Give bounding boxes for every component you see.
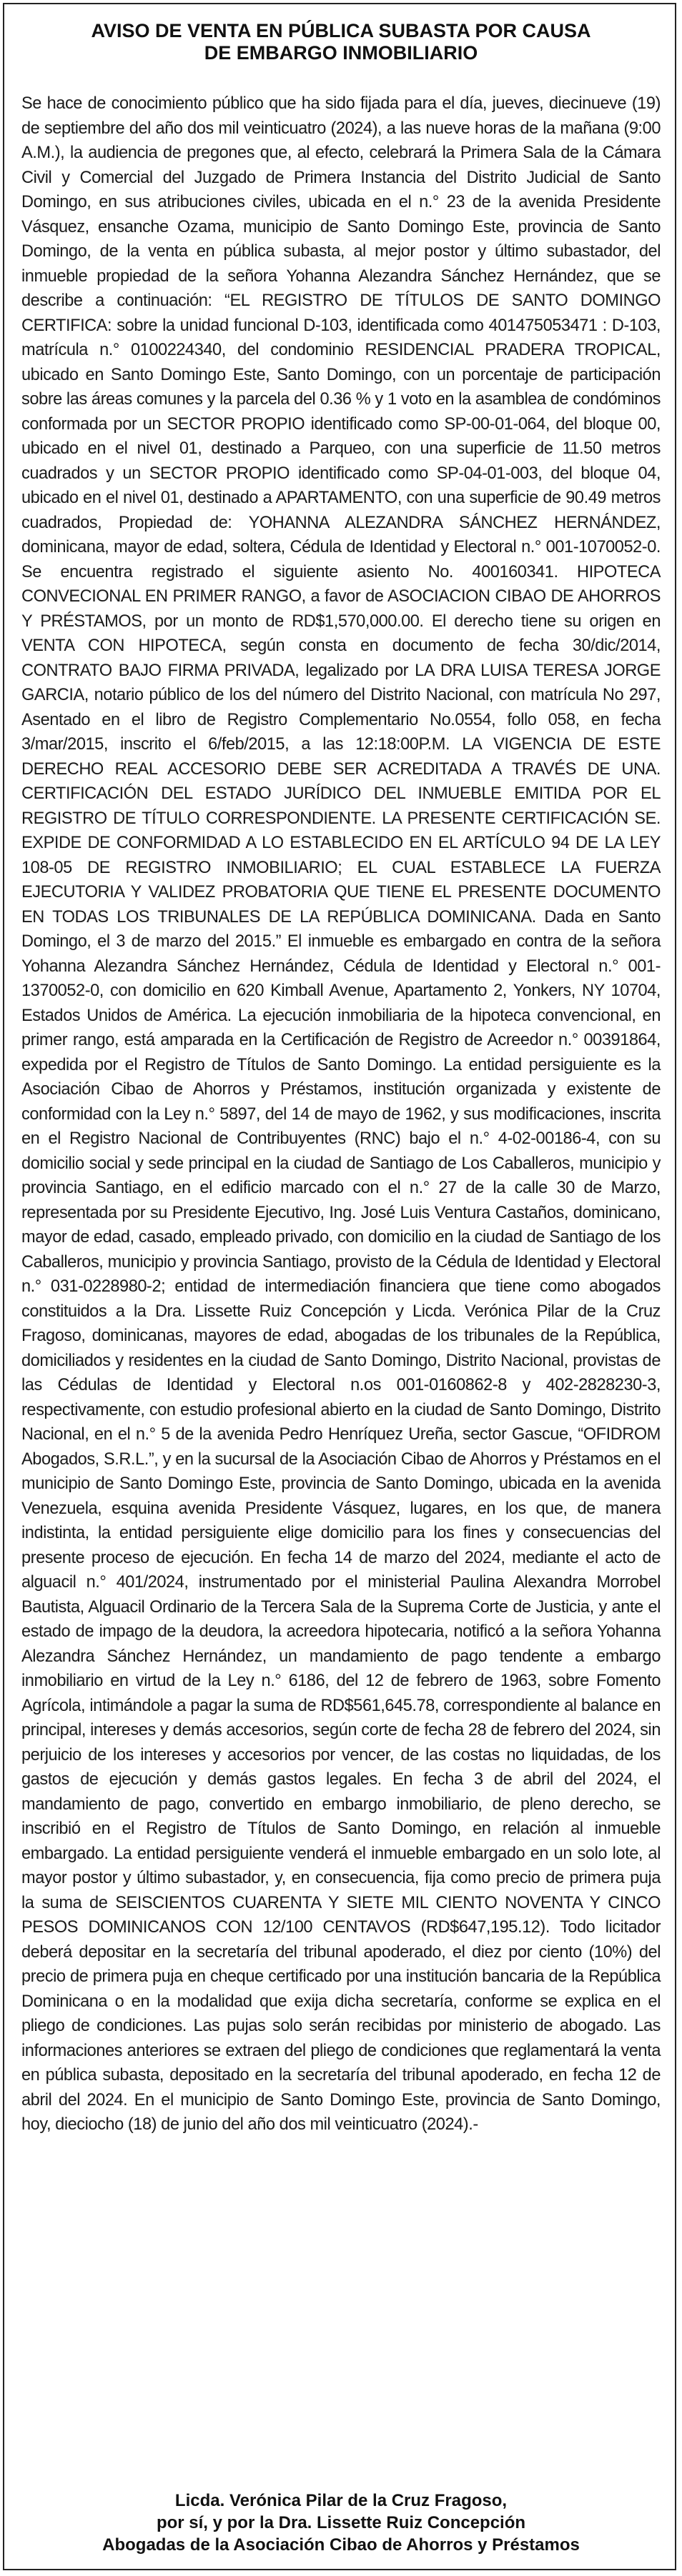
signature-line-3: Abogadas de la Asociación Cibao de Ahorros y Préstamos [102, 2535, 580, 2555]
notice-content [21, 20, 661, 2137]
signature-block [21, 2490, 661, 2556]
signature-line-2: por sí, y por la Dra. Lissette Ruiz Concepción [156, 2513, 526, 2532]
notice-title: AVISO DE VENTA EN PÚBLICA SUBASTA POR CAUSA DE EMBARGO INMOBILIARIO [91, 20, 591, 64]
signature-line-1: Licda. Verónica Pilar de la Cruz Fragoso, [174, 2491, 508, 2510]
notice-body: Se hace de conocimiento público que ha sido fijada para el día, jueves, diecinueve (19) de septiembre del año dos mil veinticuatro (2024), a las nueve horas de la mañana (9:00 A.M.), la audiencia de pregones que, al efecto, celebrará la Primera Sala de la Cámara Civil y Comercial del Juzgado de Primera Instancia del Distrito Judicial de Santo Domingo, en sus atribuciones civiles, ubicada en el n.° 23 de la avenida Presidente Vásquez, ensanche Ozama, municipio de Santo Domingo Este, provincia de Santo Domingo, de la venta en pública subasta, al mejor postor y último subastador, del inmueble propiedad de la señora Yohanna Alezandra Sánchez Hernández, que se describe a continuación: “EL REGISTRO DE TÍTULOS DE SANTO DOMINGO CERTIFICA: sobre la unidad funcional D-103, identificada como 401475053471 : D-103, matrícula n.° 0100224340, del condominio RESIDENCIAL PRADERA TROPICAL, ubicado en Santo Domingo Este, Santo Domingo, con un porcentaje de participación sobre las áreas comunes y la parcela del 0.36 % y 1 voto en la asamblea de condóminos conformada por un SECTOR PROPIO identificado como SP-00-01-064, del bloque 00, ubicado en el nivel 01, destinado a Parqueo, con una superficie de 11.50 metros cuadrados y un SECTOR PROPIO identificado como SP-04-01-003, del bloque 04, ubicado en el nivel 01, destinado a APARTAMENTO, con una superficie de 90.49 metros cuadrados, Propiedad de: YOHANNA ALEZANDRA SÁNCHEZ HERNÁNDEZ, dominicana, mayor de edad, soltera, Cédula de Identidad y Electoral n.° 001-1070052-0. Se encuentra registrado el siguiente asiento No. 400160341. HIPOTECA CONVECIONAL EN PRIMER RANGO, a favor de ASOCIACION CIBAO DE AHORROS Y PRÉSTAMOS, por un monto de RD$1,570,000.00. El derecho tiene su origen en VENTA CON HIPOTECA, según consta en documento de fecha 30/dic/2014, CONTRATO BAJO FIRMA PRIVADA, legalizado por LA DRA LUISA TERESA JORGE GARCIA, notario público de los del número del Distrito Nacional, con matrícula No 297, Asentado en el libro de Registro Complementario No.0554, follo 058, en fecha 3/mar/2015, inscrito el 6/feb/2015, a las 12:18:00P.M. LA VIGENCIA DE ESTE DERECHO REAL ACCESORIO DEBE SER ACREDITADA A TRAVÉS DE UNA. CERTIFICACIÓN DEL ESTADO JURÍDICO DEL INMUEBLE EMITIDA POR EL REGISTRO DE TÍTULO CORRESPONDIENTE. LA PRESENTE CERTIFICACIÓN SE. EXPIDE DE CONFORMIDAD A LO ESTABLECIDO EN EL ARTÍCULO 94 DE LA LEY 108-05 DE REGISTRO INMOBILIARIO; EL CUAL ESTABLECE LA FUERZA EJECUTORIA Y VALIDEZ PROBATORIA QUE TIENE EL PRESENTE DOCUMENTO EN TODAS LOS TRIBUNALES DE LA REPÚBLICA DOMINICANA. Dada en Santo Domingo, el 3 de marzo del 2015.” El inmueble es embargado en contra de la señora Yohanna Alezandra Sánchez Hernández, Cédula de Identidad y Electoral n.° 001-1370052-0, con domicilio en 620 Kimball Avenue, Apartamento 2, Yonkers, NY 10704, Estados Unidos de América. La ejecución inmobiliaria de la hipoteca convencional, en primer rango, está amparada en la Certificación de Registro de Acreedor n.° 00391864, expedida por el Registro de Títulos de Santo Domingo. La entidad persiguiente es la Asociación Cibao de Ahorros y Préstamos, institución organizada y existente de conformidad con la Ley n.° 5897, del 14 de mayo de 1962, y sus modificaciones, inscrita en el Registro Nacional de Contribuyentes (RNC) bajo el n.° 4-02-00186-4, con su domicilio social y sede principal en la ciudad de Santiago de Los Caballeros, municipio y provincia Santiago, en el edificio marcado con el n.° 27 de la calle 30 de Marzo, representada por su Presidente Ejecutivo, Ing. José Luis Ventura Castaños, dominicano, mayor de edad, casado, empleado privado, con domicilio en la ciudad de Santiago de los Caballeros, municipio y provincia Santiago, provisto de la Cédula de Identidad y Electoral n.° 031-0228980-2; entidad de intermediación financiera que tiene como abogados constituidos a la Dra. Lissette Ruiz Concepción y Licda. Verónica Pilar de la Cruz Fragoso, dominicanas, mayores de edad, abogadas de los tribunales de la República, domiciliados y residentes en la ciudad de Santo Domingo, Distrito Nacional, provistas de las Cédulas de Identidad y Electoral n.os 001-0160862-8 y 402-2828230-3, respectivamente, con estudio profesional abierto en la ciudad de Santo Domingo, Distrito Nacional, en el n.° 5 de la avenida Pedro Henríquez Ureña, sector Gascue, “OFIDROM Abogados, S.R.L.”, y en la sucursal de la Asociación Cibao de Ahorros y Préstamos en el municipio de Santo Domingo Este, provincia de Santo Domingo, ubicada en la avenida Venezuela, esquina avenida Presidente Vásquez, lugares, en los que, de manera indistinta, la entidad persiguiente elige domicilio para los fines y consecuencias del presente proceso de ejecución. En fecha 14 de marzo del 2024, mediante el acto de alguacil n.° 401/2024, instrumentado por el ministerial Paulina Alexandra Morrobel Bautista, Alguacil Ordinario de la Tercera Sala de la Suprema Corte de Justicia, y ante el estado de impago de la deudora, la acreedora hipotecaria, notificó a la señora Yohanna Alezandra Sánchez Hernández, un mandamiento de pago tendente a embargo inmobiliario en virtud de la Ley n.° 6186, del 12 de febrero de 1963, sobre Fomento Agrícola, intimándole a pagar la suma de RD$561,645.78, correspondiente al balance en principal, intereses y demás accesorios, según corte de fecha 28 de febrero del 2024, sin perjuicio de los intereses y accesorios por vencer, de las costas no liquidadas, de los gastos de ejecución y demás gastos legales. En fecha 3 de abril del 2024, el mandamiento de pago, convertido en embargo inmobiliario, de pleno derecho, se inscribió en el Registro de Títulos de Santo Domingo, en relación al inmueble embargado. La entidad persiguiente venderá el inmueble embargado en un solo lote, al mayor postor y último subastador, y, en consecuencia, fija como precio de primera puja la suma de SEISCIENTOS CUARENTA Y SIETE MIL CIENTO NOVENTA Y CINCO PESOS DOMINICANOS CON 12/100 CENTAVOS (RD$647,195.12). Todo licitador deberá depositar en la secretaría del tribunal apoderado, el diez por ciento (10%) del precio de primera puja en cheque certificado por una institución bancaria de la República Dominicana o en la modalidad que exija dicha secretaría, conforme se explica en el pliego de condiciones. Las pujas solo serán recibidas por ministerio de abogado. Las informaciones anteriores se extraen del pliego de condiciones que reglamentará la venta en pública subasta, depositado en la secretaría del tribunal apoderado, en fecha 12 de abril del 2024. En el municipio de Santo Domingo Este, provincia de Santo Domingo, hoy, dieciocho (18) de junio del año dos mil veinticuatro (2024).- [21, 94, 661, 2134]
